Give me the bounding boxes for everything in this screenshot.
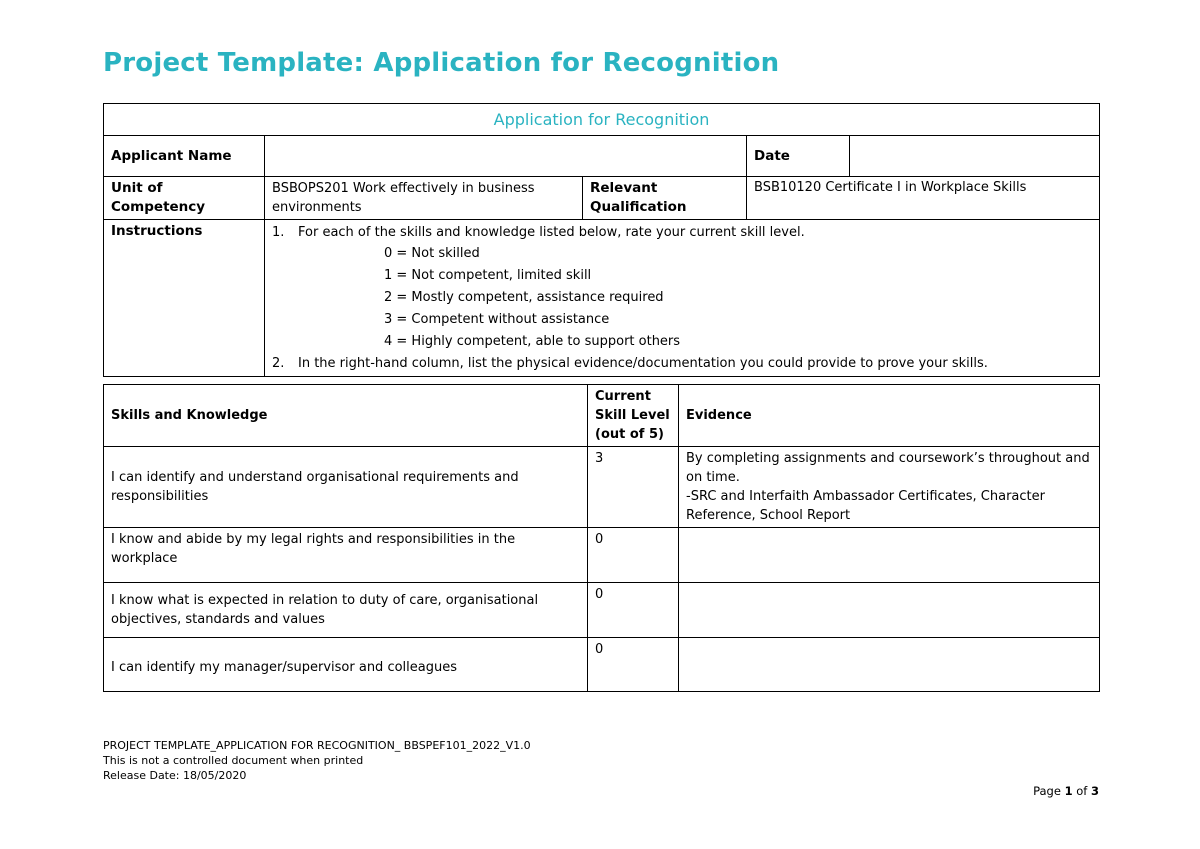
evidence-field[interactable] — [679, 583, 1100, 638]
scale-item: 2 = Mostly competent, assistance required — [384, 290, 664, 305]
skill-level-column-header — [588, 385, 679, 447]
evidence-column-header: Evidence — [679, 385, 1100, 447]
footer-control-note: This is not a controlled document when printed — [103, 754, 364, 767]
instruction-number: 1. — [272, 225, 285, 240]
skill-description: I know what is expected in relation to duty of care, organisational objectives, standards and values — [104, 583, 588, 638]
skill-description: I can identify and understand organisational requirements and responsibilities — [104, 447, 588, 528]
evidence-field[interactable] — [679, 528, 1100, 583]
table-row — [104, 583, 1100, 638]
instruction-text: For each of the skills and knowledge listed below, rate your current skill level. — [298, 225, 805, 240]
scale-item: 1 = Not competent, limited skill — [384, 268, 592, 283]
instructions-label: Instructions — [104, 220, 265, 377]
instruction-item — [272, 353, 1092, 374]
table-row — [104, 638, 1100, 692]
applicant-name-field[interactable] — [265, 136, 747, 177]
evidence-field[interactable] — [679, 447, 1100, 528]
date-field[interactable] — [850, 136, 1100, 177]
page-title: Project Template: Application for Recognition — [103, 48, 780, 78]
skills-table — [103, 384, 1100, 692]
scale-item: 4 = Highly competent, able to support others — [384, 334, 681, 349]
evidence-field[interactable] — [679, 638, 1100, 692]
page-current: 1 — [1064, 784, 1073, 798]
skill-level-field[interactable]: 3 — [588, 447, 679, 528]
table-row — [104, 528, 1100, 583]
rating-scale — [272, 243, 1092, 353]
footer-document-id: PROJECT TEMPLATE_APPLICATION FOR RECOGNITION_ BBSPEF101_2022_V1.0 — [103, 739, 531, 752]
evidence-line: By completing assignments and coursework’s throughout and on time. — [686, 451, 1090, 485]
page-total: 3 — [1090, 784, 1099, 798]
page-of: of — [1076, 784, 1088, 798]
skill-level-field[interactable]: 0 — [588, 528, 679, 583]
evidence-line: -SRC and Interfaith Ambassador Certificates, Character Reference, School Report — [686, 489, 1045, 523]
instruction-number: 2. — [272, 356, 285, 371]
unit-of-competency-label: Unit of Competency — [104, 177, 265, 220]
form-header: Application for Recognition — [104, 104, 1100, 136]
skill-level-field[interactable]: 0 — [588, 583, 679, 638]
skill-description: I know and abide by my legal rights and responsibilities in the workplace — [104, 528, 588, 583]
date-label: Date — [747, 136, 850, 177]
instruction-item — [272, 222, 1092, 243]
page-number — [1033, 784, 1099, 798]
skill-level-header-line: Skill Level — [595, 408, 670, 423]
instruction-text: In the right-hand column, list the physical evidence/documentation you could provide to prove your skills. — [298, 356, 988, 371]
footer-release-date: Release Date: 18/05/2020 — [103, 769, 247, 782]
scale-item: 0 = Not skilled — [384, 246, 480, 261]
page-prefix: Page — [1033, 784, 1061, 798]
scale-item: 3 = Competent without assistance — [384, 312, 610, 327]
instructions-content — [265, 220, 1100, 377]
unit-of-competency-value: BSBOPS201 Work effectively in business environments — [265, 177, 583, 220]
table-row — [104, 447, 1100, 528]
skill-level-header-line: Current — [595, 389, 651, 404]
skill-level-field[interactable]: 0 — [588, 638, 679, 692]
skill-level-header-line: (out of 5) — [595, 427, 664, 442]
relevant-qualification-label: Relevant Qualification — [583, 177, 747, 220]
applicant-name-label: Applicant Name — [104, 136, 265, 177]
relevant-qualification-value: BSB10120 Certificate I in Workplace Skills — [747, 177, 1100, 220]
document-footer — [103, 738, 531, 783]
application-form-table — [103, 103, 1100, 377]
skill-description: I can identify my manager/supervisor and colleagues — [104, 638, 588, 692]
skills-column-header: Skills and Knowledge — [104, 385, 588, 447]
